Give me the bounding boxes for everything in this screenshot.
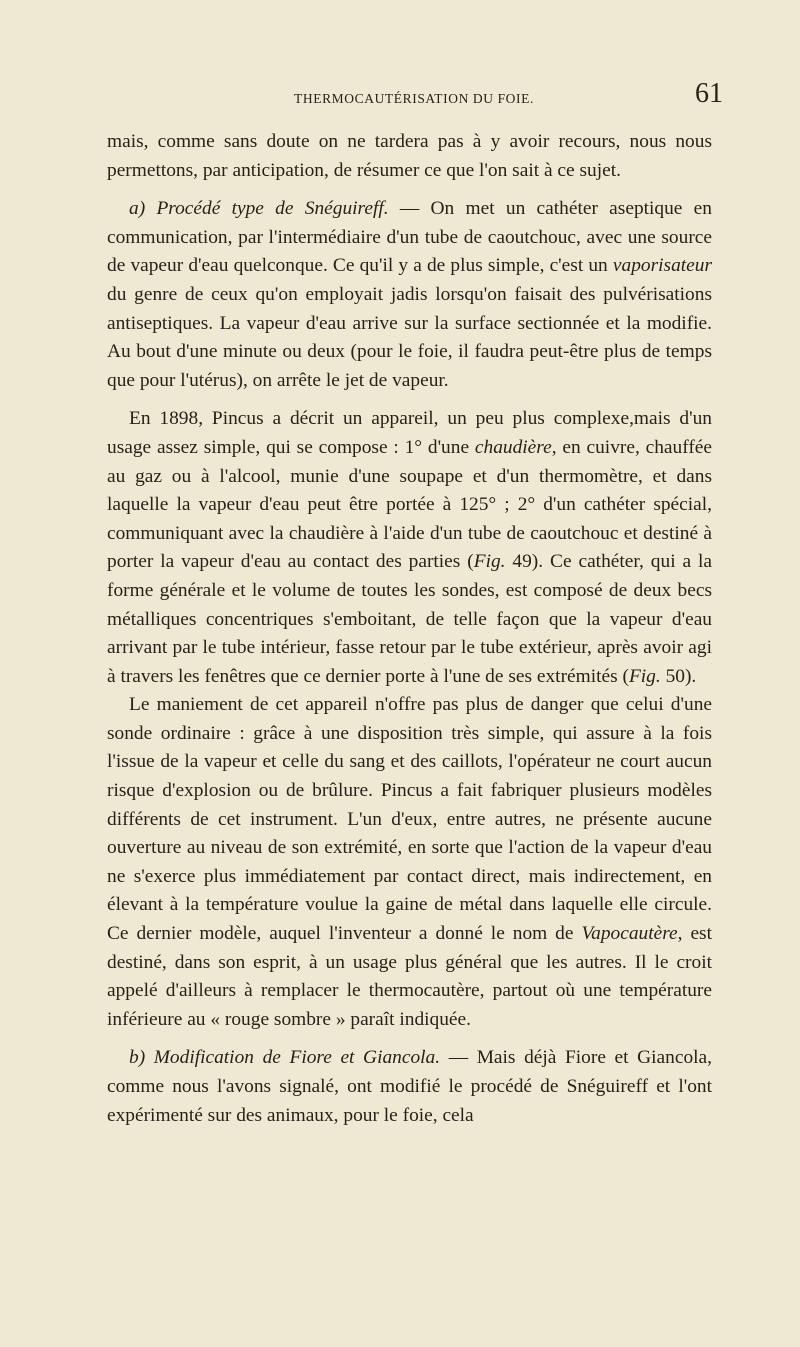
- section-heading-b: Modification de Fiore et Giancola.: [153, 1047, 441, 1069]
- paragraph-intro: mais, comme sans doute on ne tardera pas à y avoir recours, nous nous permettons, par anticipation, de résumer ce que l'on sait à ce sujet.: [107, 131, 712, 181]
- body-text: [107, 128, 712, 1140]
- paragraph-pincus: En 1898, Pincus a décrit un appareil, un peu plus complexe,mais d'un usage assez simple, qui se compose : 1° d'une chaudière, en cuivre, chauffée au gaz ou à l'alcool, munie d'une soupape et d'un thermomètre, et dans laquelle la vapeur d'eau peut être portée à 125° ; 2° d'un cathéter spécial, communiquant avec la chaudière à l'aide d'un tube de caoutchouc et destiné à porter la vapeur d'eau au contact des parties (Fig. 49). Ce cathéter, qui a la forme générale et le volume de toutes les sondes, est composé de deux becs métalliques concentriques s'emboitant, de telle façon que la vapeur d'eau arrivant par le tube intérieur, fasse retour par le tube extérieur, après avoir agi à travers les fenêtres que ce dernier porte à l'une de ses extrémités (Fig. 50).: [107, 408, 713, 687]
- figure-ref-49: Fig.: [473, 551, 506, 573]
- paragraph-fiore-giancola: b) Modification de Fiore et Giancola. — Mais déjà Fiore et Giancola, comme nous l'avons signalé, ont modifié le procédé de Snéguireff et l'ont expérimenté sur des animaux, pour le foie, cela: [107, 1047, 712, 1126]
- section-label-b: b): [129, 1047, 146, 1069]
- page-number: 61: [695, 78, 723, 109]
- term-vaporisateur: vaporisateur: [612, 255, 712, 277]
- figure-ref-50: Fig.: [628, 665, 661, 687]
- running-header: THERMOCAUTÉRISATION DU FOIE.: [294, 91, 534, 106]
- section-heading-a: Procédé type de Snéguireff.: [156, 198, 389, 220]
- paragraph-maniement: Le maniement de cet appareil n'offre pas plus de danger que celui d'une sonde ordinaire : grâce à une disposition très simple, qui assure à la fois l'issue de la vapeur et celle du sang et des caillots, l'opérateur ne court aucun risque d'explosion ou de brûlure. Pincus a fait fabriquer plusieurs modèles différents de cet instrument. L'un d'eux, entre autres, ne présente aucune ouverture au niveau de son extrémité, en sorte que l'action de la vapeur d'eau ne s'exerce plus immédiatement par contact direct, mais indirectement, en élevant à la température voulue la gaine de métal dans laquelle elle circule. Ce dernier modèle, auquel l'inventeur a donné le nom de Vapocautère, est destiné, dans son esprit, à un usage plus général que les autres. Il le croit appelé d'ailleurs à remplacer le thermocautère, partout où une température inférieure au « rouge sombre » paraît indiquée.: [107, 694, 712, 1030]
- term-chaudiere: chaudière: [474, 436, 552, 458]
- paragraph-sneguireff: a) Procédé type de Snéguireff. — On met un cathéter aseptique en communication, par l'intermédiaire d'un tube de caoutchouc, avec une source de vapeur d'eau quelconque. Ce qu'il y a de plus simple, c'est un vaporisateur du genre de ceux qu'on employait jadis lorsqu'on faisait des pulvérisations antiseptiques. La vapeur d'eau arrive sur la surface sectionnée et la modifie. Au bout d'une minute ou deux (pour le foie, il faudra peut-être plus de temps que pour l'utérus), on arrête le jet de vapeur.: [107, 198, 712, 391]
- section-label-a: a): [129, 198, 146, 220]
- term-vapocautere: Vapocautère: [581, 923, 678, 945]
